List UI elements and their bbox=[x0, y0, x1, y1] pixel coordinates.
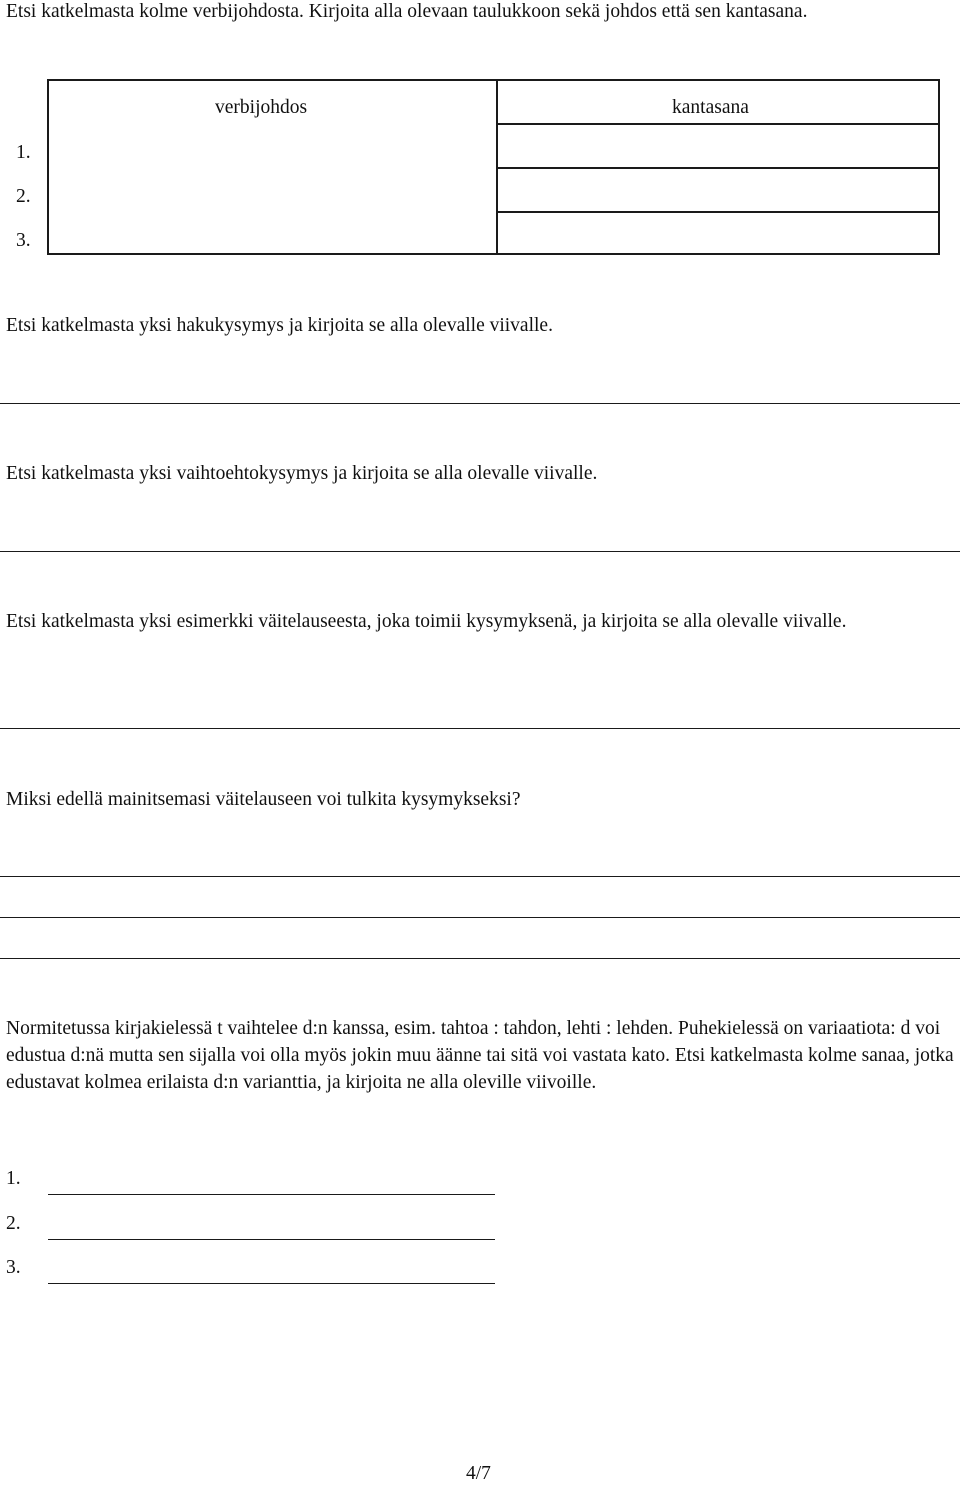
answer-line[interactable] bbox=[48, 1283, 495, 1284]
task4-instruction: Etsi katkelmasta yksi esimerkki väitelauseesta, joka toimii kysymyksenä, ja kirjoita se alla olevalle viivalle. bbox=[6, 611, 847, 632]
table-row-number: 1. bbox=[16, 142, 31, 163]
table-header-verbijohdos: verbijohdos bbox=[215, 97, 308, 118]
answer-line[interactable] bbox=[0, 403, 960, 404]
answer-line[interactable] bbox=[0, 728, 960, 729]
task3-instruction: Etsi katkelmasta yksi vaihtoehtokysymys ja kirjoita se alla olevalle viivalle. bbox=[6, 463, 598, 484]
page-number: 4/7 bbox=[466, 1463, 491, 1484]
table-row-divider-1 bbox=[496, 123, 938, 125]
task5-instruction: Miksi edellä mainitsemasi väitelauseen voi tulkita kysymykseksi? bbox=[6, 789, 521, 810]
answer-line[interactable] bbox=[48, 1194, 495, 1195]
answer-line[interactable] bbox=[0, 876, 960, 877]
table-row-divider-2 bbox=[496, 167, 938, 169]
answer-line[interactable] bbox=[0, 551, 960, 552]
answer-line[interactable] bbox=[0, 958, 960, 959]
blank-number: 3. bbox=[6, 1257, 21, 1278]
blank-number: 1. bbox=[6, 1168, 21, 1189]
derivation-table bbox=[47, 79, 940, 255]
task1-instruction: Etsi katkelmasta kolme verbijohdosta. Kirjoita alla olevaan taulukkoon sekä johdos että sen kantasana. bbox=[6, 1, 808, 22]
table-row-divider-3 bbox=[496, 211, 938, 213]
task6-instruction: Normitetussa kirjakielessä t vaihtelee d:n kanssa, esim. tahtoa : tahdon, lehti : lehden. Puhekielessä on variaatiota: d voi edustua d:nä mutta sen sijalla voi olla myös jokin muu äänne tai sitä voi vastata kato. Etsi katkelmasta kolme sanaa, jotka edustavat kolmea erilaista d:n varianttia, ja kirjoita ne alla oleville viivoille. bbox=[6, 1018, 954, 1093]
answer-line[interactable] bbox=[0, 917, 960, 918]
table-header-kantasana: kantasana bbox=[672, 97, 749, 118]
answer-line[interactable] bbox=[48, 1239, 495, 1240]
table-row-number: 2. bbox=[16, 186, 31, 207]
table-row-number: 3. bbox=[16, 230, 31, 251]
task2-instruction: Etsi katkelmasta yksi hakukysymys ja kirjoita se alla olevalle viivalle. bbox=[6, 315, 553, 336]
blank-number: 2. bbox=[6, 1213, 21, 1234]
